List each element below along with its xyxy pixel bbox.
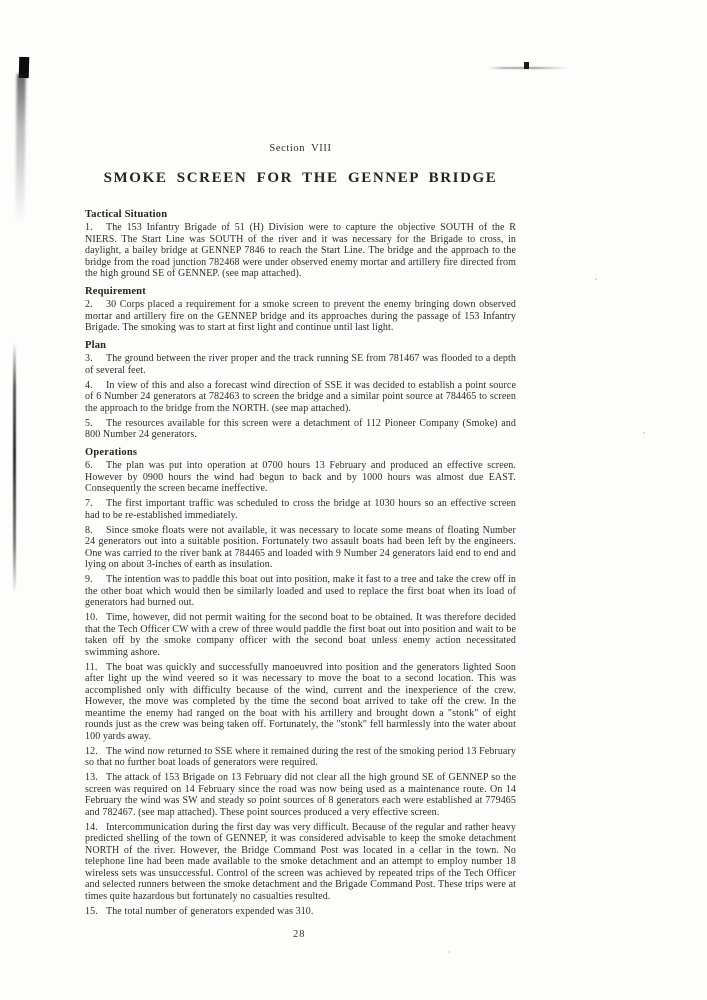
paragraph-number: 8. <box>85 524 93 536</box>
paragraph <box>85 525 516 571</box>
paragraph-text: The total number of generators expended was 310. <box>106 905 314 917</box>
paragraph-number: 4. <box>85 379 93 391</box>
paragraph-number: 9. <box>85 574 93 585</box>
paragraph-number: 2. <box>85 299 93 310</box>
paragraph-number: 10. <box>85 612 98 623</box>
paragraph-text: The 153 Infantry Brigade of 51 (H) Division were to capture the objective SOUTH of the R NIERS. The Start Line was SOUTH of the river and it was necessary for the Brigade to cross, in daylight, a bailey bridge at GENNEP 7846 to reach the Start Line. The bridge and the approach to the bridge from the road junction 782468 were under observed enemy mortar and artillery fire directed from the high ground SE of GENNEP. (see map attached). <box>85 222 516 279</box>
paragraph-number: 7. <box>85 498 93 509</box>
scan-speck <box>643 432 645 434</box>
paragraph <box>85 222 516 280</box>
scan-speck <box>448 951 450 953</box>
paragraph-number: 11. <box>85 661 98 673</box>
paragraph-text: In view of this and also a forecast wind direction of SSE it was decided to establish a point source of 6 Number 24 generators at 782463 to screen the bridge and a similar point source at 784465 to screen the approach to the bridge from the NORTH. (see map attached). <box>85 379 516 414</box>
paragraph <box>85 353 516 376</box>
paragraph-number: 12. <box>85 745 98 757</box>
paragraph-text: The plan was put into operation at 0700 hours 13 February and produced an effective screen. However by 0900 hours the wind had begun to back and by 1000 hours was almost due EAST. Consequently the screen became ineffective. <box>85 460 516 494</box>
paragraph-number: 3. <box>85 353 93 364</box>
paragraph-text: The intention was to paddle this boat out into position, make it fast to a tree and take the crew off in the other boat which would then be similarly loaded and used to replace the first boat when its load of generators had burned out. <box>85 574 516 608</box>
section-heading: Tactical Situation <box>85 208 168 220</box>
paragraph <box>85 418 516 441</box>
paragraph-number: 13. <box>85 772 98 783</box>
paragraph-text: The ground between the river proper and the track running SE from 781467 was flooded to a depth of several feet. <box>85 353 516 376</box>
paragraph-number: 6. <box>85 460 93 471</box>
paragraph-text: Since smoke floats were not available, it was necessary to locate some means of floating Number 24 generators out into a suitable position. Fortunately two assault boats had been left by the engineers. One was carried to the river bank at 784465 and loaded with 9 Number 24 generators laid end to end and lying on about 3-inches of earth as insulation. <box>85 524 516 570</box>
section-heading: Operations <box>85 446 138 458</box>
scan-artifact-top-smudge-dot <box>524 62 529 69</box>
section-heading: Plan <box>85 339 107 351</box>
paragraph <box>85 822 516 903</box>
paragraph <box>85 906 516 918</box>
paragraph-text: The wind now returned to SSE where it remained during the rest of the smoking period 13 February so that no further boat loads of generators were required. <box>85 745 516 768</box>
paragraph-number: 15. <box>85 905 98 917</box>
paragraph <box>85 746 516 769</box>
paragraph <box>85 380 516 415</box>
scan-speck <box>595 278 597 280</box>
scan-artifact-left-streak <box>15 74 26 224</box>
paragraph-number: 5. <box>85 417 93 429</box>
section-label: Section VIII <box>269 143 332 154</box>
page-number: 28 <box>293 929 306 940</box>
paragraph-text: The resources available for this screen were a detachment of 112 Pioneer Company (Smoke) and 800 Number 24 generators. <box>85 417 516 440</box>
document-title: SMOKE SCREEN FOR THE GENNEP BRIDGE <box>103 169 498 186</box>
paragraph-text: Intercommunication during the first day was very difficult. Because of the regular and rather heavy predicted shelling of the town of GENNEP, it was considered advisable to keep the smoke detachment NORTH of the river. However, the Bridge Command Post was located in a cellar in the town. No telephone line had been made available to the smoke detachment and an attempt to employ number 18 wireless sets was unsuccessful. Control of the screen was achieved by repeated trips of the Tech Officer and selected runners between the smoke detachment and the Brigade Command Post. These trips were at times quite hazardous but fortunately no casualties resulted. <box>85 821 516 902</box>
paragraph-text: Time, however, did not permit waiting for the second boat to be obtained. It was therefore decided that the Tech Officer CW with a crew of three would paddle the first boat out into position and wait to be taken off by the smoke company officer with the second boat unless enemy action necessitated swimming ashore. <box>85 612 516 658</box>
paragraph <box>85 574 516 609</box>
paragraph <box>85 662 516 743</box>
paragraph-text: The first important traffic was scheduled to cross the bridge at 1030 hours so an effective screen had to be re-established immediately. <box>85 498 516 521</box>
paragraph <box>85 498 516 521</box>
paragraph-text: The attack of 153 Brigade on 13 February did not clear all the high ground SE of GENNEP so the screen was required on 14 February since the road was now being used as a maintenance route. On 14 February the wind was SW and steady so point sources of 8 generators each were established at 779465 and 782467. (see map attached). These point sources produced a very effective screen. <box>85 772 516 818</box>
paragraph <box>85 772 516 818</box>
paragraph-text: 30 Corps placed a requirement for a smoke screen to prevent the enemy bringing down observed mortar and artillery fire on the GENNEP bridge and its approaches during the passage of 153 Infantry Brigade. The smoking was to start at first light and continue until last light. <box>85 299 516 333</box>
paragraph-text: The boat was quickly and successfully manoeuvred into position and the generators lighted Soon after light up the wind veered so it was necessary to move the boat to a second location. This was accomplished only with difficulty because of the wind, current and the inexperience of the crew. However, the move was completed by the time the second boat arrived to take off the crew. In the meantime the enemy had ranged on the boat with his artillery and brought down a "stonk" of eight rounds just as the crew was being taken off. Fortunately, the "stonk" fell harmlessly into the water about 100 yards away. <box>85 661 516 742</box>
scan-artifact-left-line <box>13 342 16 594</box>
paragraph-number: 14. <box>85 821 98 833</box>
paragraph <box>85 460 516 495</box>
paragraph-number: 1. <box>85 222 93 233</box>
document-content <box>85 143 516 921</box>
document-sections <box>85 209 516 918</box>
paragraph <box>85 612 516 658</box>
section-heading: Requirement <box>85 285 146 297</box>
paragraph <box>85 299 516 334</box>
